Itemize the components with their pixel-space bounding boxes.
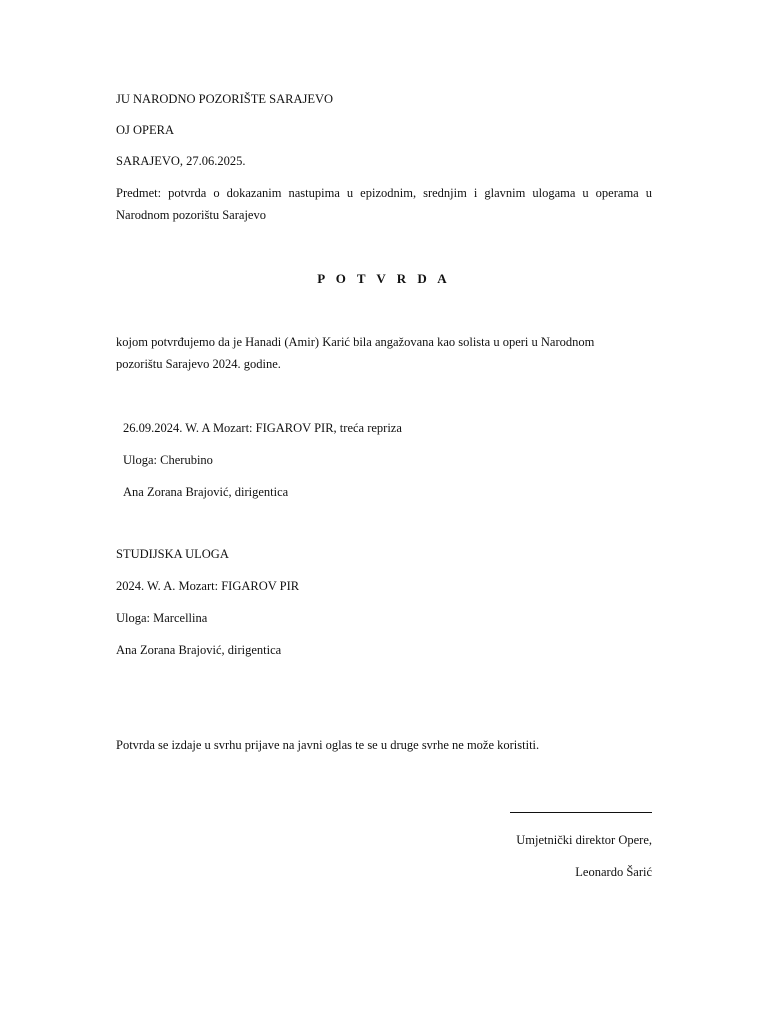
intro-line-1: kojom potvrđujemo da je Hanadi (Amir) Karić bila angažovana kao solista u operi u Narodnom bbox=[116, 335, 595, 349]
study-role-conductor: Ana Zorana Brajović, dirigentica bbox=[116, 643, 282, 657]
signatory-position: Umjetnički direktor Opere, bbox=[516, 833, 652, 847]
place-date: SARAJEVO, 27.06.2025. bbox=[116, 154, 246, 168]
institution-name: JU NARODNO POZORIŠTE SARAJEVO bbox=[116, 92, 334, 106]
study-role-entry: 2024. W. A. Mozart: FIGAROV PIR bbox=[116, 579, 300, 593]
signature-line bbox=[510, 812, 652, 813]
subject-line: Predmet: potvrda o dokazanim nastupima u epizodnim, srednjim i glavnim ulogama u operama u Narodnom pozorištu Sarajevo bbox=[116, 186, 652, 222]
document-title: P O T V R D A bbox=[317, 271, 451, 286]
performance-role: Uloga: Cherubino bbox=[123, 453, 213, 467]
study-role-heading: STUDIJSKA ULOGA bbox=[116, 547, 229, 561]
intro-line-2: pozorištu Sarajevo 2024. godine. bbox=[116, 357, 281, 371]
performance-conductor: Ana Zorana Brajović, dirigentica bbox=[123, 485, 289, 499]
study-role-role: Uloga: Marcellina bbox=[116, 611, 208, 625]
purpose-statement: Potvrda se izdaje u svrhu prijave na javni oglas te se u druge svrhe ne može koristiti. bbox=[116, 738, 540, 752]
organizational-unit: OJ OPERA bbox=[116, 123, 174, 137]
performance-entry: 26.09.2024. W. A Mozart: FIGAROV PIR, treća repriza bbox=[123, 421, 402, 435]
signatory-name: Leonardo Šarić bbox=[575, 865, 652, 879]
